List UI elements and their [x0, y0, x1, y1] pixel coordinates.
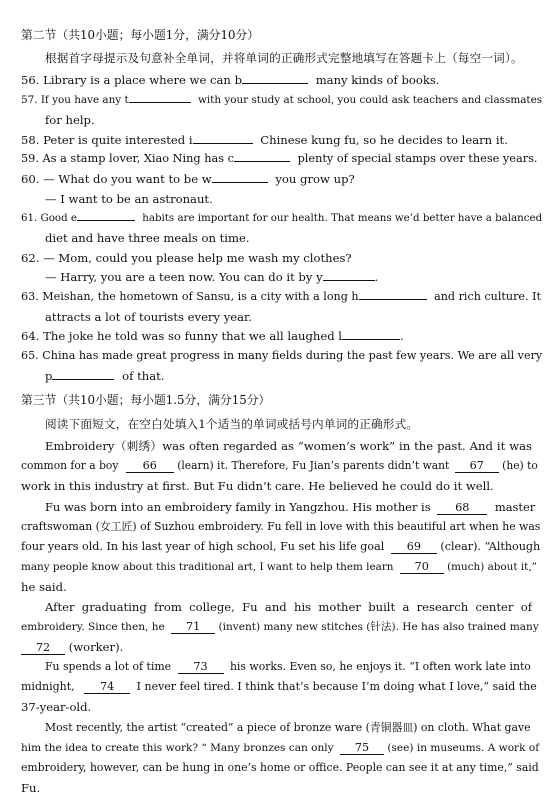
- blank-74[interactable]: 74: [84, 681, 130, 694]
- question-61: [21, 208, 541, 228]
- q61-continuation: diet and have three meals on time.: [45, 231, 250, 245]
- passage-p5-line3: embroidery, however, can be hung in one’s home or office. People can see it at any time,” said: [21, 761, 539, 774]
- q64-text-a: 64. The joke he told was so funny that we all laughed l: [21, 329, 343, 343]
- q60-reply: — I want to be an astronaut.: [45, 192, 213, 206]
- blank-75[interactable]: 75: [340, 742, 384, 755]
- q56-text-b: many kinds of books.: [315, 73, 440, 87]
- p2-l3-text-a: four years old. In his last year of high school, Fu set his life goal: [21, 540, 385, 553]
- q62-text-b: — Harry, you are a teen now. You can do it by y: [45, 270, 323, 284]
- passage-p1-line1: Embroidery（刺绣）was often regarded as “women’s work” in the past. And it was: [45, 439, 532, 453]
- p1-l2-text-a: common for a boy: [21, 459, 119, 472]
- passage-p5-line4: Fu.: [21, 781, 41, 795]
- blank-73[interactable]: 73: [178, 661, 224, 674]
- q65-text-c: of that.: [122, 369, 165, 383]
- q63-text-a: 63. Meishan, the hometown of Sansu, is a city with a long h: [21, 290, 359, 303]
- q63-text-b: and rich culture. It: [434, 290, 541, 303]
- section-3-title: 第三节（共10小题；每小题1.5分，满分15分）: [21, 393, 271, 407]
- q63-continuation: attracts a lot of tourists every year.: [45, 310, 252, 324]
- q57-blank[interactable]: [129, 91, 191, 103]
- p4-l2-text-a: midnight,: [21, 680, 75, 693]
- blank-66[interactable]: 66: [126, 460, 174, 473]
- blank-68[interactable]: 68: [437, 502, 487, 515]
- passage-p3-line3: [21, 637, 541, 657]
- p4-l2-text-b: I never feel tired. I think that’s because I’m doing what I love,” said the: [136, 680, 537, 693]
- question-64: [21, 326, 541, 346]
- p3-l2-text-a: embroidery. Since then, he: [21, 621, 165, 633]
- q57-text-b: with your study at school, you could ask teachers and classmates: [197, 94, 543, 106]
- q61-text-b: habits are important for our health. That means we’d better have a balanced: [142, 212, 543, 224]
- passage-p3-line1: After graduating from college, Fu and his mother built a research center of: [45, 600, 532, 614]
- section-2-title: 第二节（共10小题；每小题1分，满分10分）: [21, 28, 260, 42]
- blank-70[interactable]: 70: [400, 561, 444, 574]
- q64-text-b: .: [400, 329, 404, 343]
- q56-blank[interactable]: [242, 72, 308, 84]
- blank-72[interactable]: 72: [21, 642, 65, 655]
- passage-p2-line5: he said.: [21, 580, 67, 594]
- passage-p1-line2: [21, 456, 541, 476]
- q57-text-a: 57. If you have any t: [21, 94, 129, 106]
- question-57: [21, 90, 541, 110]
- passage-p4-line1: [45, 657, 535, 677]
- question-65: 65. China has made great progress in many fields during the past few years. We are all very: [21, 349, 543, 362]
- p2-l4-text-b: (much) about it,”: [447, 561, 537, 573]
- blank-69[interactable]: 69: [391, 541, 437, 554]
- p1-l2-text-b: (learn) it. Therefore, Fu Jian’s parents didn’t want: [177, 459, 450, 472]
- q60-text-b: you grow up?: [275, 172, 355, 186]
- passage-p2-line1: [45, 497, 535, 517]
- passage-p2-line2: craftswoman (女工匠) of Suzhou embroidery. Fu fell in love with this beautiful art when he was: [21, 520, 541, 533]
- p2-l1-text-a: Fu was born into an embroidery family in Yangzhou. His mother is: [45, 500, 431, 514]
- q61-blank[interactable]: [77, 209, 135, 221]
- question-56: [21, 70, 541, 90]
- passage-p5-line2: [21, 738, 541, 758]
- passage-p4-line2: [21, 677, 541, 697]
- question-63: [21, 287, 541, 307]
- section-2-instruction: 根据首字母提示及句意补全单词，并将单词的正确形式完整地填写在答题卡上（每空一词）。: [45, 51, 523, 65]
- question-60: [21, 169, 541, 189]
- q60-text-a: 60. — What do you want to be w: [21, 172, 212, 186]
- question-59: [21, 149, 541, 169]
- q56-text-a: 56. Library is a place where we can b: [21, 73, 242, 87]
- p2-l4-text-a: many people know about this traditional art, I want to help them learn: [21, 561, 394, 573]
- q61-text-a: 61. Good e: [21, 212, 77, 224]
- p2-l1-text-b: master: [494, 500, 536, 514]
- blank-67[interactable]: 67: [455, 460, 499, 473]
- q58-blank[interactable]: [193, 132, 253, 144]
- p1-l2-text-c: (he) to: [502, 459, 538, 472]
- p3-l3-text-b: (worker).: [68, 640, 124, 654]
- q63-blank[interactable]: [359, 288, 427, 300]
- q65-text-b: p: [45, 369, 53, 383]
- p4-l1-text-b: his works. Even so, he enjoys it. “I often work late into: [229, 660, 531, 673]
- blank-71[interactable]: 71: [171, 621, 215, 634]
- q58-text-b: Chinese kung fu, so he decides to learn it.: [260, 133, 508, 147]
- p3-l2-text-b: (invent) many new stitches (针法). He has also trained many: [218, 621, 539, 633]
- question-62: 62. — Mom, could you please help me wash my clothes?: [21, 251, 352, 265]
- q57-continuation: for help.: [45, 113, 95, 127]
- passage-p1-line3: work in this industry at first. But Fu didn’t care. He believed he could do it well.: [21, 479, 494, 493]
- passage-p2-line4: [21, 557, 541, 577]
- p5-l2-text-b: (see) in museums. A work of: [387, 742, 540, 754]
- q62-text-c: .: [374, 270, 379, 284]
- p2-l3-text-b: (clear). “Although: [440, 540, 541, 553]
- section-3-instruction: 阅读下面短文，在空白处填入1个适当的单词或括号内单词的正确形式。: [45, 417, 419, 431]
- p5-l2-text-a: him the idea to create this work? “ Many bronzes can only: [21, 742, 334, 754]
- q62-reply: [45, 267, 535, 287]
- p4-l1-text-a: Fu spends a lot of time: [45, 660, 172, 673]
- passage-p5-line1: Most recently, the artist “created” a piece of bronze ware (青铜器皿) on cloth. What gave: [45, 721, 531, 734]
- q59-blank[interactable]: [234, 150, 290, 162]
- q59-text-a: 59. As a stamp lover, Xiao Ning has c: [21, 152, 234, 165]
- q58-text-a: 58. Peter is quite interested i: [21, 133, 193, 147]
- passage-p2-line3: [21, 537, 541, 557]
- q65-continuation: [45, 366, 535, 386]
- q60-blank[interactable]: [212, 171, 268, 183]
- q62-blank[interactable]: [323, 269, 375, 281]
- question-58: [21, 130, 541, 150]
- q64-blank[interactable]: [342, 328, 400, 340]
- q59-text-b: plenty of special stamps over these years.: [297, 152, 538, 165]
- q65-blank[interactable]: [52, 368, 114, 380]
- passage-p3-line2: [21, 617, 541, 637]
- passage-p4-line3: 37-year-old.: [21, 700, 92, 714]
